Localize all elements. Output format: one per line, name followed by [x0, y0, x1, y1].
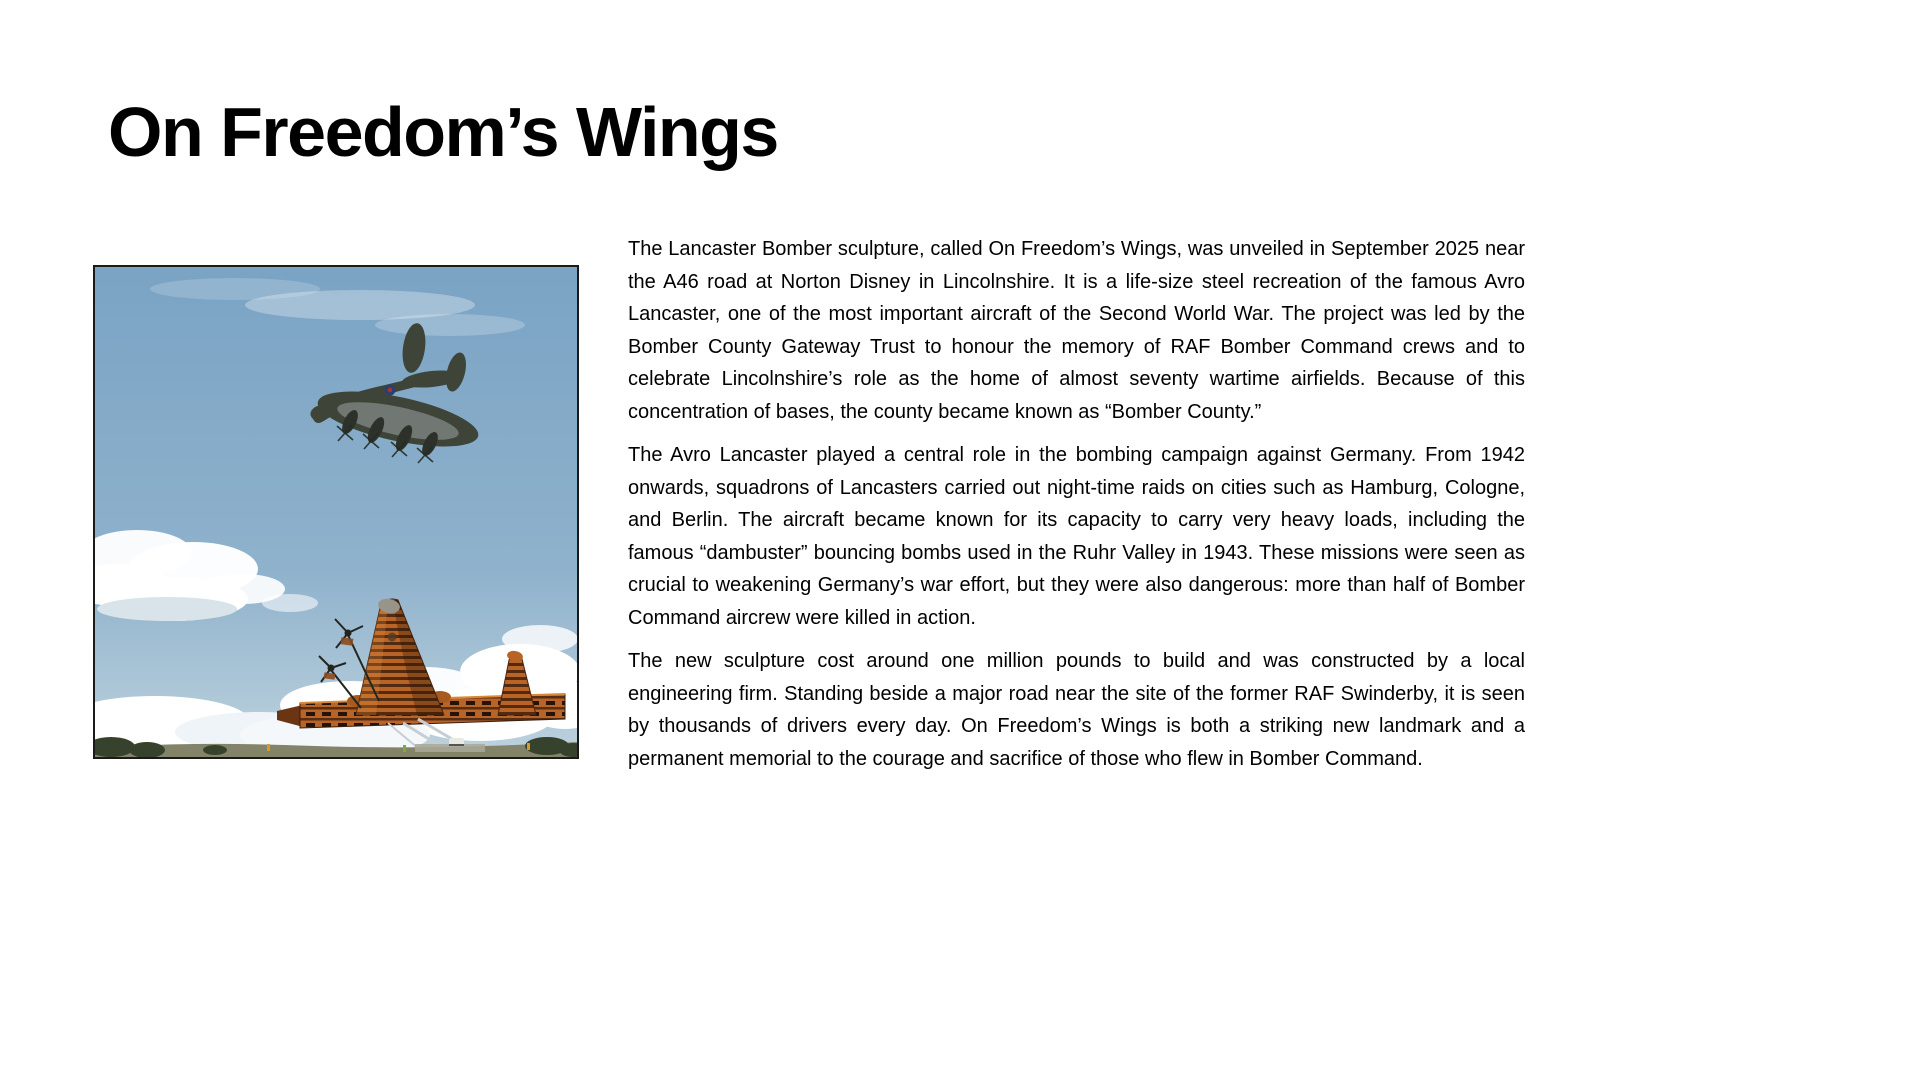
photo-canvas [95, 267, 577, 757]
raf-roundel-center [388, 388, 393, 393]
paragraph-wartime-role: The Avro Lancaster played a central role in the bombing campaign against Germany. From 1942 onwards, squadrons of Lancasters carried out night-time raids on cities such as Hamburg, Cologne, and Berlin. The aircraft became known for its capacity to carry very heavy loads, including the famous “dambuster” bouncing bombs used in the Ruhr Valley in 1943. These missions were seen as crucial to weakening Germany’s war effort, but they were also dangerous: more than half of Bomber Command aircrew were killed in action. [628, 444, 1525, 629]
paragraph-cost-memorial: The new sculpture cost around one million pounds to build and was constructed by a local engineering firm. Standing beside a major road near the site of the former RAF Swinderby, it is seen by thousands of drivers every day. On Freedom’s Wings is both a striking new landmark and a permanent memorial to the courage and sacrifice of those who flew in Bomber Command. [628, 650, 1525, 770]
sculpture-porthole [388, 633, 397, 642]
service-van-base [449, 744, 464, 746]
lancaster-photo [93, 265, 579, 759]
page-title: On Freedom’s Wings [108, 93, 778, 171]
paragraph-unveiling: The Lancaster Bomber sculpture, called On Freedom’s Wings, was unveiled in September 2025 near the A46 road at Norton Disney in Lincolnshire. It is a life-size steel recreation of the famous Avro Lancaster, one of the most important aircraft of the Second World War. The project was led by the Bomber County Gateway Trust to honour the memory of RAF Bomber Command crews and to celebrate Lincolnshire’s role as the home of almost seventy wartime airfields. Because of this concentration of bases, the county became known as “Bomber County.” [628, 238, 1525, 423]
article-body [628, 233, 1525, 775]
